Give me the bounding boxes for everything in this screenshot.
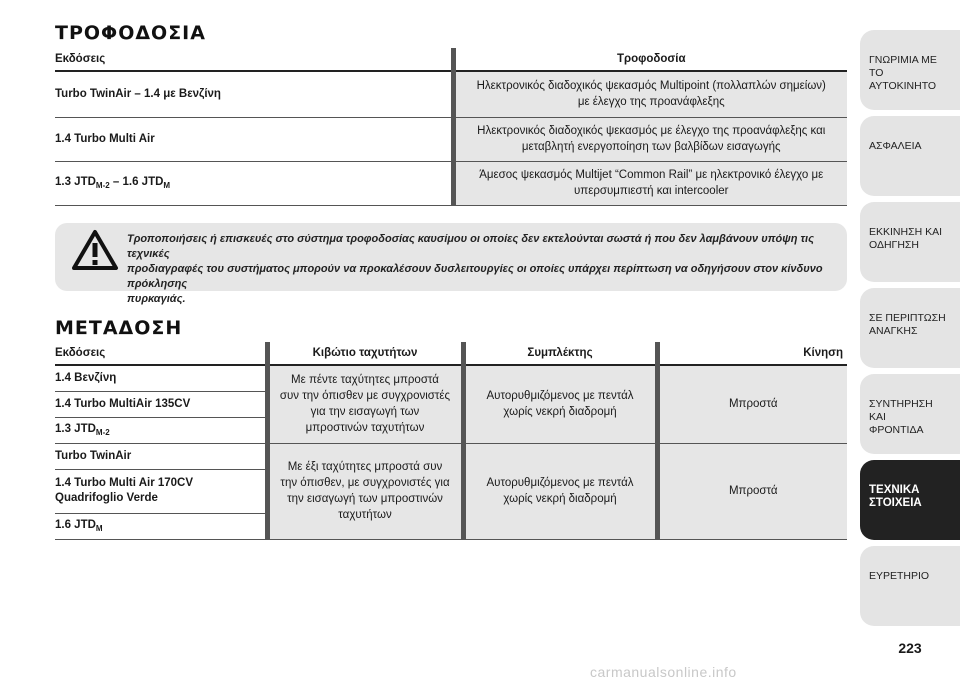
- sidebar-tab-safety[interactable]: [860, 116, 960, 196]
- version-line: 1.4 Turbo Multi Air 170CV: [55, 477, 194, 489]
- desc-line: χωρίς νεκρή διαδρομή: [503, 493, 617, 505]
- version-subscript: M-2: [95, 181, 110, 190]
- desc-line: Ηλεκτρονικός διαδοχικός ψεκασμός με έλεγχο της προανάφλεξης και: [477, 125, 826, 137]
- tx-version: 1.4 Turbo MultiAir 135CV: [55, 391, 267, 417]
- warning-box: [55, 223, 847, 305]
- tx-clutch: [463, 443, 657, 539]
- tx-version: Turbo TwinAir: [55, 443, 267, 469]
- sidebar-tab-index[interactable]: [860, 546, 960, 626]
- fuel-header-versions: Εκδόσεις: [55, 48, 453, 71]
- tx-version: [55, 417, 267, 443]
- warning-triangle-icon: [71, 229, 119, 271]
- tx-gearbox: [267, 443, 463, 539]
- tab-label: ΟΔΗΓΗΣΗ: [869, 239, 919, 251]
- desc-line: Άμεσος ψεκασμός Multijet “Common Rail” με ηλεκτρονικό έλεγχο με: [479, 169, 824, 181]
- tab-label: ΑΥΤΟΚΙΝΗΤΟ: [869, 80, 937, 92]
- tab-label: ΣΤΟΙΧΕΙΑ: [869, 497, 922, 509]
- tx-header-drive: Κίνηση: [657, 342, 847, 365]
- version-subscript: M-2: [95, 428, 110, 437]
- sidebar-tab-technical-data[interactable]: [860, 460, 960, 540]
- tab-label: ΕΥΡΕΤΗΡΙΟ: [869, 570, 930, 582]
- sidebar-tab-maintenance[interactable]: [860, 374, 960, 454]
- tab-label: ΓΝΩΡΙΜΙΑ ΜΕ ΤΟ: [869, 54, 937, 79]
- warning-text: [127, 232, 827, 307]
- desc-line: την όπισθεν, με συγχρονιστές για: [280, 477, 450, 489]
- tab-label: ΑΝΑΓΚΗΣ: [869, 325, 918, 337]
- fuel-header-supply: Τροφοδοσία: [453, 48, 847, 71]
- fuel-version: Turbo TwinAir – 1.4 με Βενζίνη: [55, 71, 453, 117]
- tab-label: ΣΕ ΠΕΡΙΠΤΩΣΗ: [869, 312, 946, 324]
- desc-line: συν την όπισθεν με συγχρονιστές: [279, 390, 451, 403]
- tab-label: ΦΡΟΝΤΙΔΑ: [869, 424, 924, 436]
- warning-line: πυρκαγιάς.: [127, 293, 186, 305]
- fuel-table: [55, 48, 847, 206]
- desc-line: ταχυτήτων: [338, 509, 392, 521]
- transmission-table-header: [55, 342, 847, 365]
- desc-line: μεταβλητή ενεργοποίηση των βαλβίδων εισαγωγής: [521, 141, 781, 153]
- tx-header-versions: Εκδόσεις: [55, 342, 267, 365]
- version-text: 1.3 JTD: [55, 423, 96, 435]
- sidebar-tab-vehicle[interactable]: [860, 30, 960, 110]
- warning-line: προδιαγραφές του συστήματος μπορούν να προκαλέσουν δυσλειτουργίες οι οποίες υπάρχει περίπτωση να οδηγήσουν στον κίνδυνο πρόκλησης: [127, 263, 823, 290]
- fuel-table-header: [55, 48, 847, 71]
- version-subscript: M: [95, 524, 103, 533]
- desc-line: υπερσυμπιεστή και intercooler: [574, 185, 729, 197]
- version-text: – 1.6 JTD: [109, 176, 164, 188]
- transmission-section-title: ΜΕΤΑΔΟΣΗ: [55, 317, 183, 339]
- tx-gearbox: [267, 365, 463, 443]
- version-text: 1.3 JTD: [55, 176, 96, 188]
- fuel-supply-desc: [453, 161, 847, 205]
- warning-line: Τροποποιήσεις ή επισκευές στο σύστημα τροφοδοσίας καυσίμου οι οποίες δεν εκτελούνται σωστά ή που δεν λαμβάνουν υπόψη τις τεχνικές: [127, 233, 814, 260]
- sidebar-tab-emergency[interactable]: [860, 288, 960, 368]
- tx-version: [55, 469, 267, 513]
- desc-line: Ηλεκτρονικός διαδοχικός ψεκασμός Multipoint (πολλαπλών σημείων): [476, 80, 826, 93]
- table-row: [55, 71, 847, 117]
- desc-line: χωρίς νεκρή διαδρομή: [503, 406, 617, 419]
- desc-line: Αυτορυθμιζόμενος με πεντάλ: [486, 477, 634, 489]
- desc-line: Αυτορυθμιζόμενος με πεντάλ: [486, 390, 634, 403]
- tx-version: 1.4 Βενζίνη: [55, 365, 267, 391]
- fuel-version: [55, 161, 453, 205]
- desc-line: Με πέντε ταχύτητες μπροστά: [291, 374, 439, 387]
- version-text: 1.6 JTD: [55, 519, 96, 531]
- fuel-section-title: ΤΡΟΦΟΔΟΣΙΑ: [55, 22, 206, 44]
- table-row: [55, 443, 847, 469]
- desc-line: την εισαγωγή των μπροστινών: [287, 493, 443, 505]
- desc-line: με έλεγχο της προανάφλεξης: [577, 96, 725, 109]
- desc-line: Με έξι ταχύτητες μπροστά συν: [287, 461, 443, 473]
- tx-clutch: [463, 365, 657, 443]
- version-line: Quadrifoglio Verde: [55, 492, 158, 504]
- desc-line: μπροστινών ταχυτήτων: [305, 422, 425, 435]
- tab-label: ΣΥΝΤΗΡΗΣΗ ΚΑΙ: [869, 398, 933, 423]
- desc-line: για την εισαγωγή των: [310, 406, 420, 419]
- tx-drive: Μπροστά: [657, 365, 847, 443]
- fuel-supply-desc: [453, 71, 847, 117]
- tab-label: ΕΚΚΙΝΗΣΗ ΚΑΙ: [869, 226, 943, 238]
- fuel-version: 1.4 Turbo Multi Air: [55, 117, 453, 161]
- table-row: [55, 117, 847, 161]
- watermark: carmanualsonline.info: [590, 664, 737, 680]
- tx-version: [55, 513, 267, 539]
- sidebar-tab-driving[interactable]: [860, 202, 960, 282]
- transmission-table: [55, 342, 847, 540]
- table-row: [55, 161, 847, 205]
- tx-header-clutch: Συμπλέκτης: [463, 342, 657, 365]
- tx-header-gearbox: Κιβώτιο ταχυτήτων: [267, 342, 463, 365]
- table-row: [55, 365, 847, 391]
- tab-label: ΤΕΧΝΙΚΑ: [869, 484, 920, 496]
- tx-drive: Μπροστά: [657, 443, 847, 539]
- fuel-supply-desc: [453, 117, 847, 161]
- version-subscript: M: [163, 181, 171, 190]
- page-number: 223: [898, 640, 922, 656]
- tab-label: ΑΣΦΑΛΕΙΑ: [869, 140, 922, 152]
